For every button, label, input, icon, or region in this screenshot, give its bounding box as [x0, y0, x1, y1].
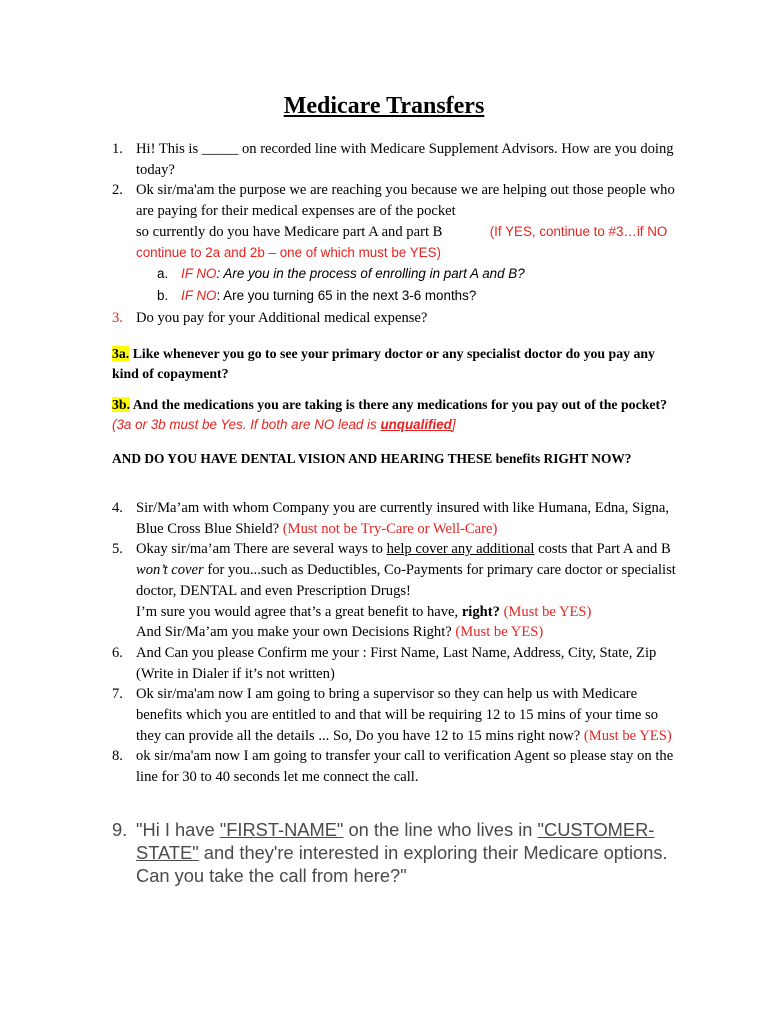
- requirement-note: (Must not be Try-Care or Well-Care): [282, 520, 498, 537]
- item-number: 1.: [112, 141, 123, 157]
- item-text: ok sir/ma'am now I am going to transfer your call to verification Agent so please stay on the line for 30 to 40 seconds let me connect the call.: [136, 748, 674, 786]
- list-item-9: [112, 818, 692, 887]
- question-text: And the medications you are taking is there any medications for you pay out of the pocket?: [130, 397, 667, 412]
- item-text: Hi! This is _____ on recorded line with Medicare Supplement Advisors. How are you doing today?: [136, 141, 674, 178]
- list-item-4: [112, 498, 682, 539]
- condition-prefix: IF NO: [181, 288, 217, 304]
- item-number: 7.: [112, 686, 123, 703]
- list-item-3: [112, 308, 682, 329]
- item-number: 6.: [112, 644, 123, 661]
- item-text: costs that Part A and B: [534, 541, 671, 558]
- sub-item-text: Are you in the process of enrolling in part A and B?: [223, 266, 525, 282]
- list-item-8: [112, 746, 682, 787]
- item-text-line2: so currently do you have Medicare part A and part B: [136, 223, 443, 240]
- instruction-note: (If YES, continue to #3…if NO continue to 2a and 2b – one of which must be YES): [136, 223, 668, 260]
- question-label: 3a.: [112, 346, 130, 361]
- question-label: 3b.: [112, 397, 131, 412]
- sub-item-label: a.: [157, 266, 169, 282]
- item-text: Okay sir/ma’am There are several ways to: [136, 541, 387, 558]
- item-text: And Sir/Ma’am you make your own Decisions Right?: [136, 624, 456, 641]
- item-text: on the line who lives in: [343, 819, 538, 840]
- question-3b: [112, 395, 682, 434]
- item-text: I’m sure you would agree that’s a great benefit to have,: [136, 603, 462, 620]
- item-text: And Can you please Confirm me your : First Name, Last Name, Address, City, State, Zip (Write in Dialer if it’s not written): [136, 644, 657, 682]
- bold-text: right?: [461, 603, 500, 620]
- list-item-7: [112, 684, 682, 746]
- requirement-note: (Must be YES): [499, 603, 592, 620]
- item-number: 3.: [112, 310, 123, 327]
- requirement-note: (Must be YES): [455, 624, 544, 641]
- list-item-1: [112, 139, 682, 180]
- item-number: 4.: [112, 500, 123, 516]
- separator: :: [216, 288, 224, 304]
- separator: :: [216, 266, 224, 282]
- item-number: 8.: [112, 748, 123, 765]
- qualification-note: (3a or 3b must be Yes. If both are NO lead is: [112, 416, 381, 432]
- italic-text: won’t cover: [136, 562, 204, 579]
- sub-item-a: [112, 263, 682, 285]
- item-number: 9.: [112, 819, 128, 840]
- sub-item-text: Are you turning 65 in the next 3-6 months?: [223, 288, 477, 304]
- dental-question: AND DO YOU HAVE DENTAL VISION AND HEARING THESE benefits RIGHT NOW?: [112, 451, 632, 466]
- placeholder-customer-state: "CUSTOMER-STATE": [136, 819, 655, 863]
- item-text: Sir/Ma’am with whom Company you are currently insured with like Humana, Edna, Signa, Blue Cross Blue Shield?: [136, 500, 669, 537]
- script-list-part1: [112, 139, 682, 329]
- page-title: Medicare Transfers: [283, 93, 485, 119]
- unqualified-label: unqualified: [380, 416, 452, 432]
- list-item-2: [112, 180, 682, 263]
- underlined-text: help cover any additional: [386, 541, 535, 558]
- item-text: and they're interested in exploring their Medicare options. Can you take the call from here?": [136, 842, 668, 886]
- sub-item-label: b.: [157, 288, 169, 304]
- item-text: Ok sir/ma'am now I am going to bring a supervisor so they can help us with Medicare benefits which you are entitled to and that will be requiring 12 to 15 mins of your time so they can provide all the details ... So, Do you have 12 to 15 mins right now?: [136, 686, 659, 744]
- item-number: 2.: [112, 182, 123, 199]
- sub-item-b: [112, 285, 682, 307]
- list-item-6: [112, 643, 682, 684]
- question-text: Like whenever you go to see your primary doctor or any specialist doctor do you pay any kind of copayment?: [112, 346, 655, 381]
- item-text: "Hi I have: [136, 819, 220, 840]
- note-end: ]: [451, 416, 456, 432]
- placeholder-first-name: "FIRST-NAME": [219, 819, 344, 840]
- item-text: Ok sir/ma'am the purpose we are reaching you because we are helping out those people who are paying for their medical expenses are of the pocket: [136, 182, 675, 220]
- requirement-note: (Must be YES): [583, 727, 672, 744]
- item-text: for you...such as Deductibles, Co-Payments for primary care doctor or specialist doctor, DENTAL and even Prescription Drugs!: [136, 562, 676, 599]
- script-list-part2: [112, 498, 682, 788]
- list-item-5: [112, 539, 682, 643]
- item-number: 5.: [112, 541, 123, 558]
- condition-prefix: IF NO: [181, 266, 217, 282]
- item-text: Do you pay for your Additional medical expense?: [136, 310, 428, 327]
- question-3a: [112, 344, 682, 383]
